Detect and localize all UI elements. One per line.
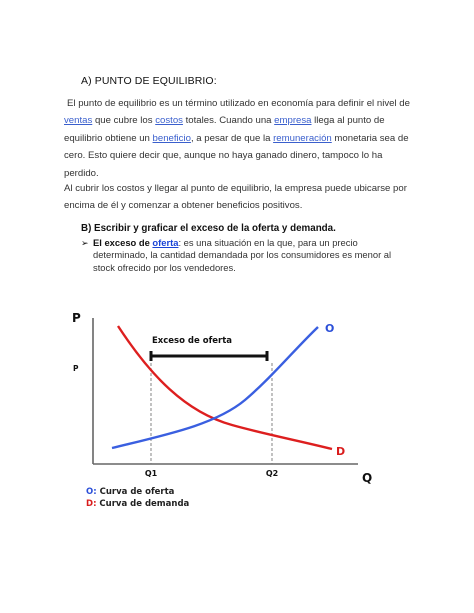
legend-supply-key: O — [86, 487, 94, 497]
legend-supply-text: Curva de oferta — [96, 487, 175, 497]
y-axis-label: P — [72, 311, 81, 325]
inline-link[interactable]: empresa — [274, 115, 312, 127]
oferta-link[interactable]: oferta — [152, 237, 179, 248]
inline-link[interactable]: costos — [155, 115, 183, 127]
excess-label: Exceso de oferta — [151, 336, 233, 346]
arrow-bullet-icon: ➢ — [81, 238, 89, 248]
q2-tick-label: Q2 — [265, 469, 279, 478]
bullet-lead: El exceso de — [93, 237, 153, 248]
legend-demand-sep: : — [93, 499, 97, 509]
inline-link[interactable]: remuneración — [273, 132, 332, 144]
price-tick-label: P — [73, 364, 79, 373]
legend-demand-key: D — [86, 499, 94, 509]
legend-supply-sep: : — [93, 487, 97, 497]
q1-tick-label: Q1 — [144, 469, 158, 478]
paragraph-text: que cubre los — [92, 115, 156, 127]
demand-curve-label: D — [336, 445, 346, 458]
paragraph-text: llega al punto de equilibrio obtiene un — [64, 115, 385, 144]
legend-supply — [86, 487, 175, 497]
paragraph-text: , a pesar de que la — [190, 132, 274, 144]
bullet-rest: : es una situación en la que, para un precio determinado, la cantidad demandada por los consumidores es menor al stock ofrecido por los vendedores. — [93, 237, 392, 273]
section-b-heading: B) Escribir y graficar el exceso de la oferta y demanda. — [81, 223, 336, 234]
paragraph-text: El punto de equilibrio es un término utilizado en economía para definir el nivel de — [67, 98, 410, 109]
x-axis-label: Q — [362, 471, 373, 485]
supply-curve-label: O — [325, 322, 335, 335]
legend-demand — [86, 499, 190, 509]
legend-demand-text: Curva de demanda — [96, 499, 190, 509]
equilibrium-paragraph-2: Al cubrir los costos y llegar al punto de equilibrio, la empresa puede ubicarse por encima de él y comenzar a obtener beneficios positivos. — [64, 183, 407, 212]
paragraph-text: monetaria sea de cero. Esto quiere decir que, aunque no haya ganado dinero, tampoco lo ha perdido. — [64, 132, 409, 179]
inline-link[interactable]: ventas — [64, 115, 93, 127]
section-a-heading: A) PUNTO DE EQUILIBRIO: — [81, 75, 217, 87]
excess-bracket — [151, 351, 267, 361]
inline-link[interactable]: beneficio — [152, 132, 191, 144]
paragraph-text: totales. Cuando una — [182, 115, 275, 127]
